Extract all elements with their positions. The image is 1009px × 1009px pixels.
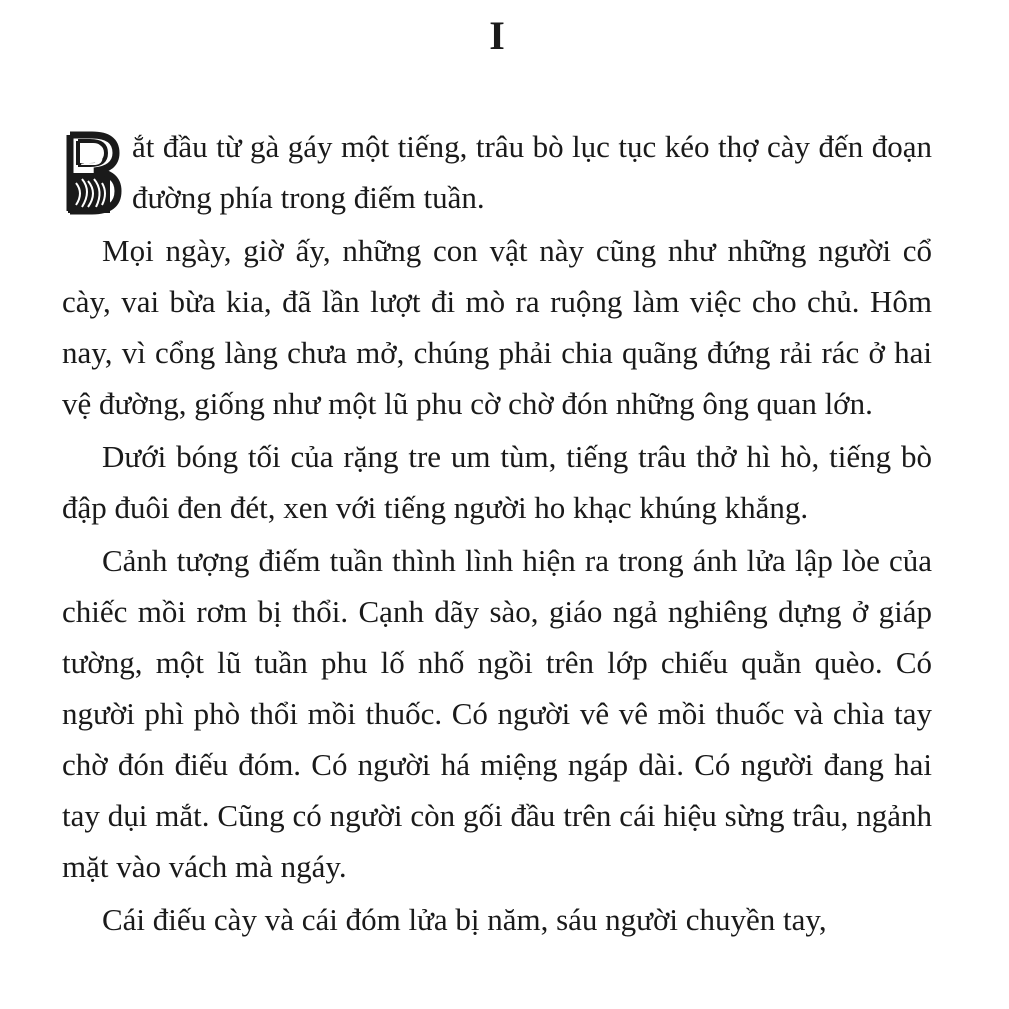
paragraph-1: B ắt đầu từ gà gáy một tiếng, trâu bò lục tục kéo thợ cày đến đoạn đường phía trong điếm tuần. xyxy=(62,121,932,223)
svg-text:B: B xyxy=(80,136,104,173)
chapter-text xyxy=(62,121,932,947)
paragraph-5: Cái điếu cày và cái đóm lửa bị năm, sáu người chuyền tay, xyxy=(102,902,827,937)
book-page xyxy=(62,0,932,1009)
chapter-heading: I xyxy=(489,13,505,58)
drop-cap-ornament xyxy=(62,127,122,217)
paragraph-4: Cảnh tượng điếm tuần thình lình hiện ra trong ánh lửa lập lòe của chiếc mồi rơm bị thổi. Cạnh dãy sào, giáo ngả nghiêng dựng ở giáp tường, một lũ tuần phu lố nhố ngồi trên lớp chiếu quằn quèo. Có người phì phò thổi mồi thuốc. Có người vê vê mồi thuốc và chìa tay chờ đón điếu đóm. Có người há miệng ngáp dài. Có người đang hai tay dụi mắt. Cũng có người còn gối đầu trên cái hiệu sừng trâu, ngảnh mặt vào vách mà ngáy. xyxy=(62,543,932,884)
paragraph-2: Mọi ngày, giờ ấy, những con vật này cũng như những người cổ cày, vai bừa kia, đã lần lượt đi mò ra ruộng làm việc cho chủ. Hôm nay, vì cổng làng chưa mở, chúng phải chia quãng đứng rải rác ở hai vệ đường, giống như một lũ phu cờ chờ đón những ông quan lớn. xyxy=(62,233,932,421)
paragraph-3: Dưới bóng tối của rặng tre um tùm, tiếng trâu thở hì hò, tiếng bò đập đuôi đen đét, xen với tiếng người ho khạc khúng khắng. xyxy=(62,439,932,525)
